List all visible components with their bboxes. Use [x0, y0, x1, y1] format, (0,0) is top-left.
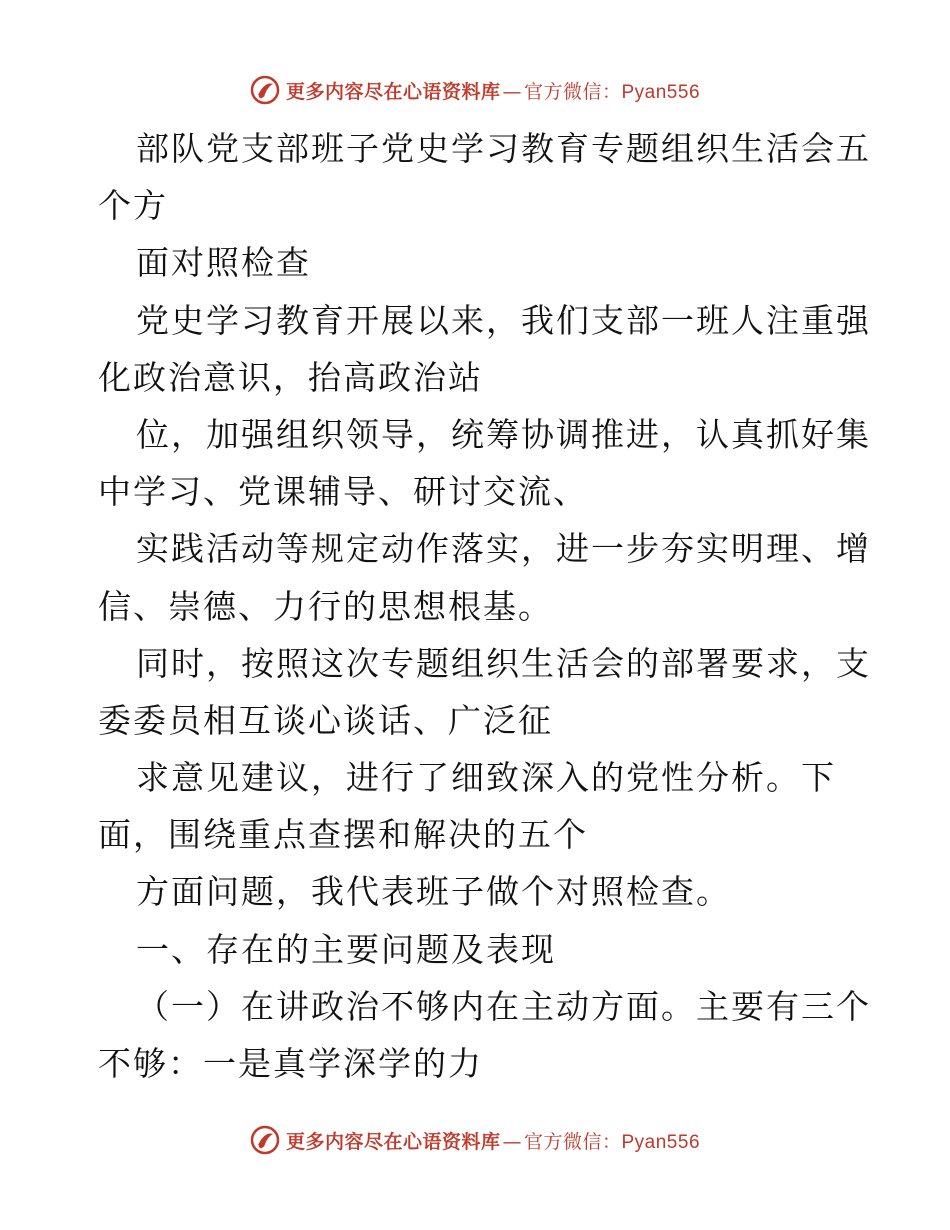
document-line: 个方 [98, 186, 168, 226]
document-line: 委委员相互谈心谈话、广泛征 [98, 700, 553, 740]
header-official-label: 官方微信： [523, 80, 622, 103]
document-line: 同时，按照这次专题组织生活会的部署要求，支 [136, 643, 871, 683]
header-dash: — [502, 80, 522, 103]
header-brand-text: 更多内容尽在心语资料库 [285, 80, 501, 103]
footer-watermark [0, 1120, 950, 1160]
header-wechat-id: Pyan556 [621, 81, 701, 103]
footer-dash: — [502, 1130, 522, 1153]
brand-logo-icon [250, 1125, 280, 1155]
document-line: 面对照检查 [136, 243, 311, 283]
document-line: 中学习、党课辅导、研讨交流、 [98, 472, 588, 512]
footer-wechat-id: Pyan556 [621, 1131, 701, 1153]
document-line: 不够：一是真学深学的力 [98, 1044, 483, 1083]
footer-brand-text: 更多内容尽在心语资料库 [285, 1130, 501, 1153]
document-line: 方面问题，我代表班子做个对照检查。 [136, 872, 731, 912]
document-line: 化政治意识，抬高政治站 [98, 357, 483, 397]
document-line: 党史学习教育开展以来，我们支部一班人注重强 [136, 300, 871, 340]
document-body [98, 120, 871, 1092]
document-line: 部队党支部班子党史学习教育专题组织生活会五 [136, 129, 871, 168]
document-line: 信、崇德、力行的思想根基。 [98, 586, 553, 626]
document-line: 实践活动等规定动作落实，进一步夯实明理、增 [136, 529, 871, 569]
header-watermark-text [286, 77, 700, 104]
document-line: 位，加强组织领导，统筹协调推进，认真抓好集 [136, 414, 871, 454]
section-heading: 一、存在的主要问题及表现 [136, 929, 556, 969]
document-line: （一）在讲政治不够内在主动方面。主要有三个 [136, 986, 871, 1026]
brand-logo-icon [250, 75, 280, 105]
document-line: 面，围绕重点查摆和解决的五个 [98, 815, 588, 855]
footer-watermark-text [286, 1127, 700, 1154]
header-watermark [0, 70, 950, 110]
footer-official-label: 官方微信： [523, 1130, 622, 1153]
document-line: 求意见建议，进行了细致深入的党性分析。下 [136, 758, 836, 798]
